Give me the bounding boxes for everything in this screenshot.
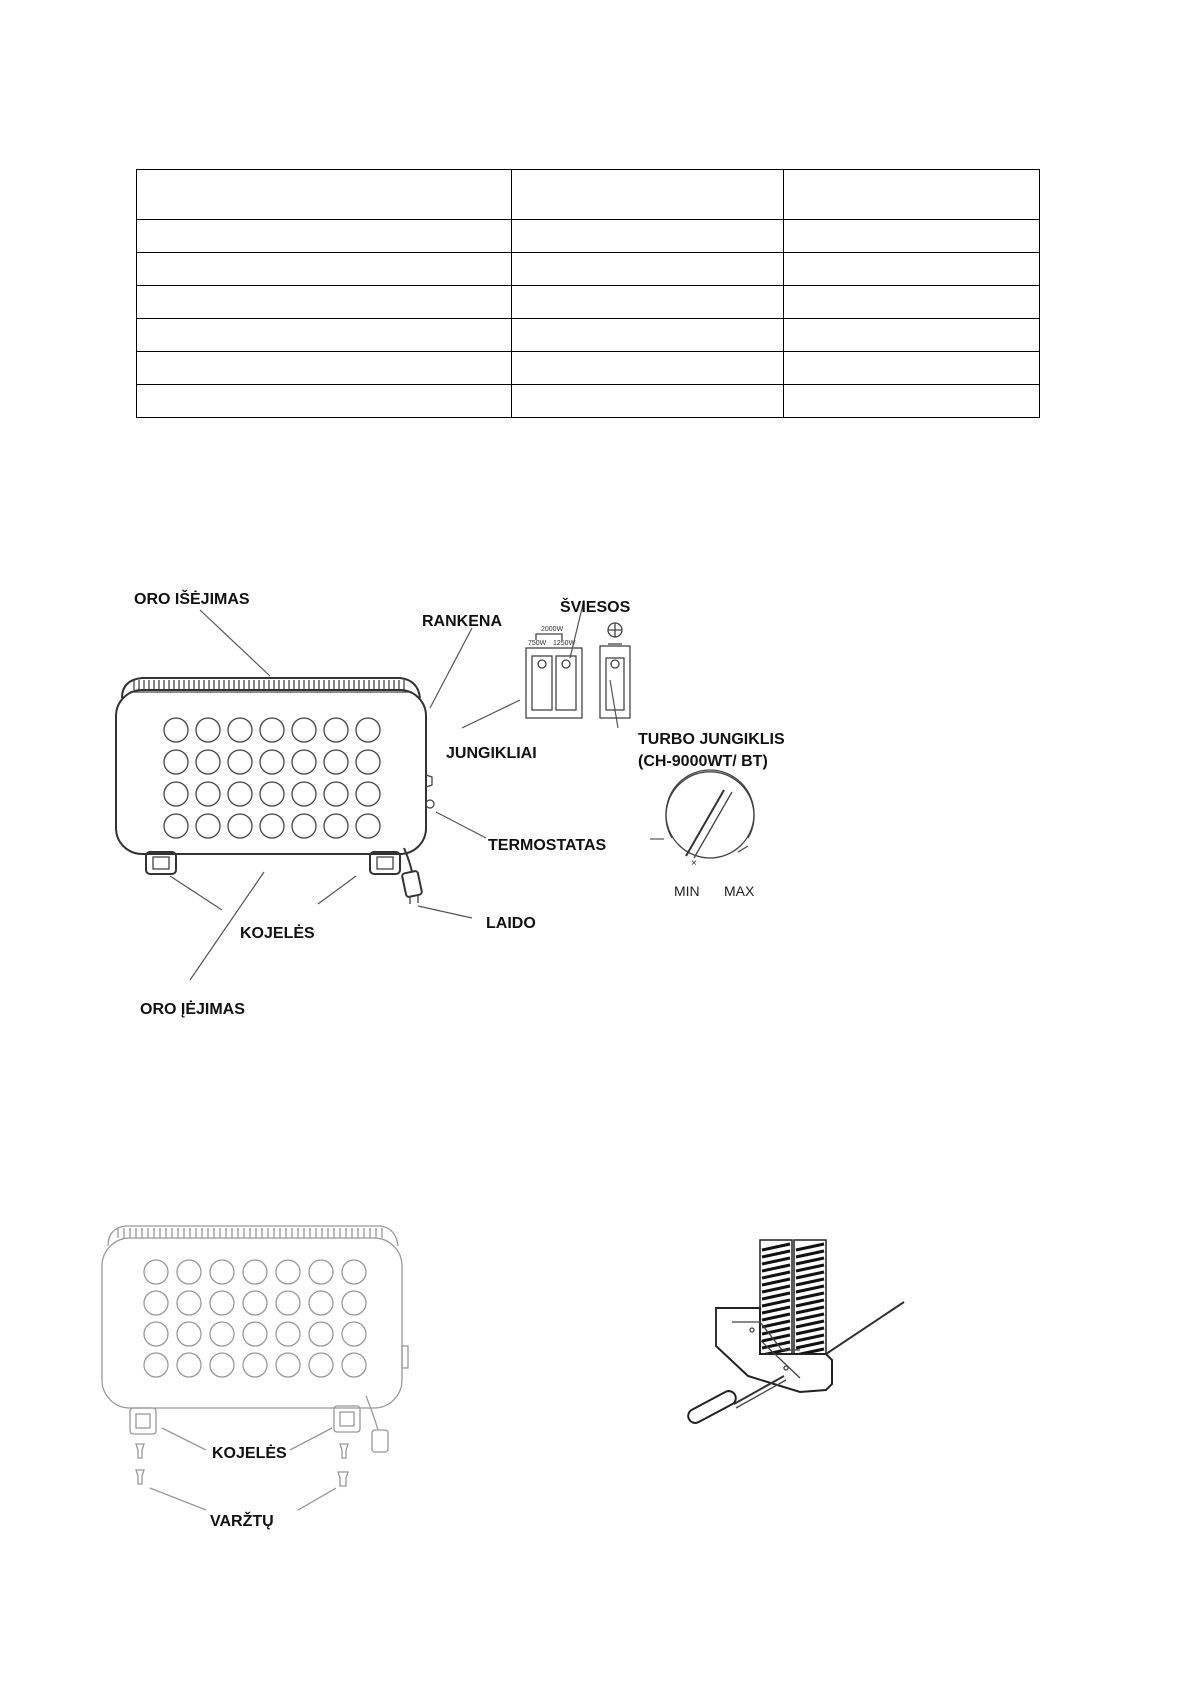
label-handle: RANKENA bbox=[422, 613, 502, 630]
label-screws: VARŽTŲ bbox=[210, 1513, 274, 1530]
foot-screw-diagram bbox=[686, 1240, 904, 1425]
label-turbo-switch: TURBO JUNGIKLIS bbox=[638, 731, 785, 748]
label-turbo-model: (CH-9000WT/ BT) bbox=[638, 753, 768, 770]
air-outlet-grille bbox=[122, 678, 420, 698]
thermostat-dial bbox=[666, 770, 754, 869]
label-switches: JUNGIKLIAI bbox=[446, 745, 537, 762]
label-lights: ŠVIESOS bbox=[560, 599, 631, 616]
front-panel-holes bbox=[164, 718, 380, 838]
label-air-inlet: ORO ĮĖJIMAS bbox=[140, 1001, 245, 1018]
label-feet: KOJELĖS bbox=[240, 925, 315, 942]
power-1250w: 1250W bbox=[553, 640, 576, 647]
assembly-foot-right bbox=[334, 1406, 360, 1432]
svg-text:×: × bbox=[691, 858, 697, 869]
heater-diagram bbox=[116, 589, 785, 1018]
label-thermostat: TERMOSTATAS bbox=[488, 837, 607, 854]
label-cord: LAIDO bbox=[486, 915, 536, 932]
assembly-diagram bbox=[102, 1226, 408, 1530]
assembly-foot-left bbox=[130, 1408, 156, 1434]
label-assembly-feet: KOJELĖS bbox=[212, 1445, 287, 1462]
label-air-outlet: ORO IŠĖJIMAS bbox=[134, 591, 250, 608]
screwdriver-icon bbox=[686, 1376, 786, 1425]
heater-foot-left bbox=[146, 852, 176, 874]
dial-min: MIN bbox=[674, 883, 700, 899]
dial-max: MAX bbox=[724, 883, 755, 899]
assembly-cord bbox=[366, 1396, 388, 1452]
heater-foot-right bbox=[370, 852, 400, 874]
power-cord bbox=[402, 848, 423, 904]
power-750w: 750W bbox=[528, 640, 547, 647]
power-2000w: 2000W bbox=[541, 626, 564, 633]
fan-icon bbox=[608, 623, 622, 637]
